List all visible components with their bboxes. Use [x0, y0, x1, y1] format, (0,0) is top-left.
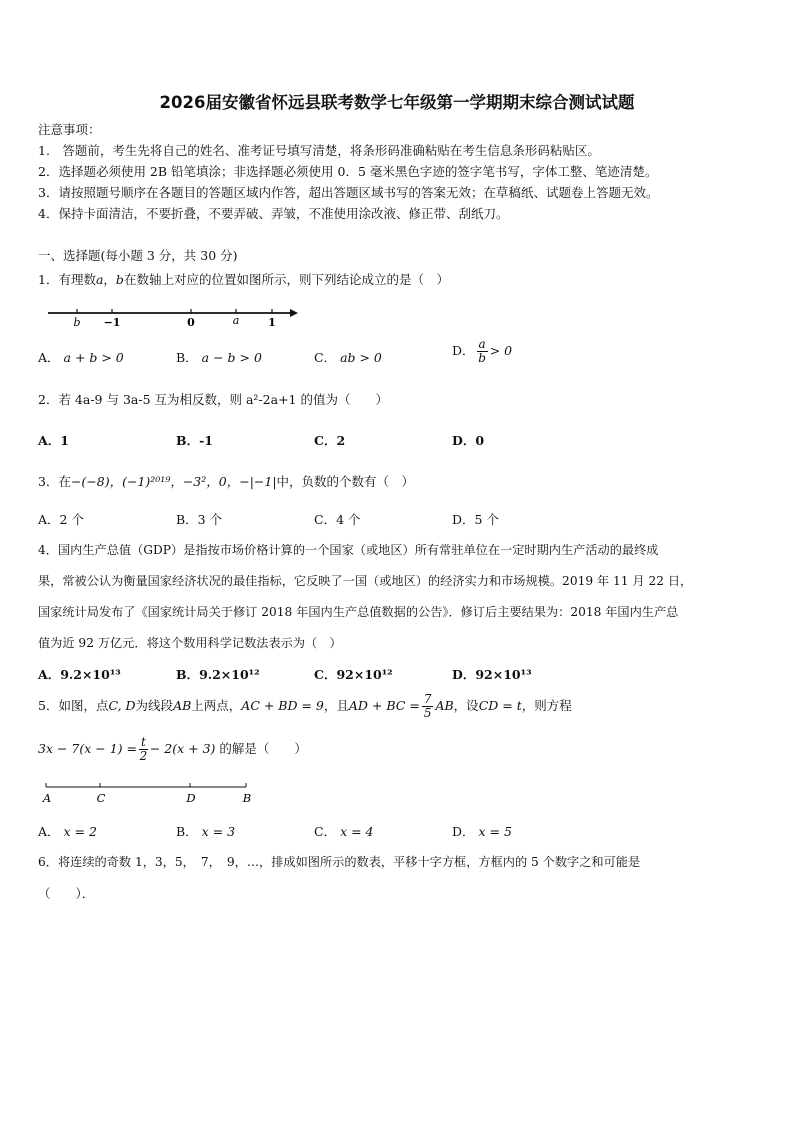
q4-option-a: A．9.2×10¹³	[38, 667, 121, 682]
axis-label-neg1: −1	[103, 316, 121, 329]
point-label-b: B	[242, 791, 252, 805]
point-label-d: D	[186, 791, 196, 805]
q4-option-d: D．92×10¹³	[452, 667, 532, 682]
q3-option-b: B．3 个	[176, 512, 223, 527]
notice-heading: 注意事项：	[38, 122, 101, 137]
axis-label-a: a	[232, 314, 240, 327]
question-2-stem: 2．若 4a-9 与 3a-5 互为相反数，则 a²-2a+1 的值为（ ）	[38, 392, 388, 407]
point-label-a: A	[42, 791, 52, 805]
q2-option-a: A．1	[38, 433, 69, 448]
question-4-line-2: 果，常被公认为衡量国家经济状况的最佳指标，它反映了一国（或地区）的经济实力和市场规模。2019 年 11 月 22 日，	[38, 574, 693, 588]
q4-option-c: C．92×10¹²	[314, 667, 393, 682]
question-1-stem: 1．有理数a，b在数轴上对应的位置如图所示，则下列结论成立的是（ ）	[38, 272, 449, 287]
segment-figure	[40, 779, 260, 809]
question-4-line-1: 4．国内生产总值（GDP）是指按市场价格计算的一个国家（或地区）所有常驻单位在一定时期内生产活动的最终成	[38, 543, 659, 557]
notice-item-1: 1. 答题前，考生先将自己的姓名、准考证号填写清楚，将条形码准确粘贴在考生信息条形码粘贴区。	[38, 143, 600, 158]
q5-option-d: D． x = 5	[452, 824, 512, 839]
question-4-line-3: 国家统计局发布了《国家统计局关于修订 2018 年国内生产总值数据的公告》．修订后主要结果为：2018 年国内生产总	[38, 605, 679, 619]
q3-option-a: A．2 个	[38, 512, 84, 527]
exam-title: 2026届安徽省怀远县联考数学七年级第一学期期末综合测试试题	[159, 93, 635, 112]
question-4-line-4: 值为近 92 万亿元．将这个数用科学记数法表示为（ ）	[38, 636, 342, 650]
q5-option-a: A． x = 2	[38, 824, 97, 839]
notice-item-4: 4．保持卡面清洁，不要折叠，不要弄破、弄皱，不准使用涂改液、修正带、刮纸刀。	[38, 206, 509, 221]
question-3-stem: 3．在−(−8)，(−1)²⁰¹⁹，−3²，0，−|−1|中，负数的个数有（ ）	[38, 474, 415, 489]
axis-label-b: b	[73, 316, 81, 329]
q4-option-b: B．9.2×10¹²	[176, 667, 260, 682]
point-label-c: C	[96, 791, 106, 805]
question-5-equation: 3x − 7(x − 1) = $\frac{t}{2}$ − 2(x + 3) 的解是（ ）	[38, 735, 307, 763]
number-line-figure	[44, 300, 304, 334]
notice-item-2: 2．选择题必须使用 2B 铅笔填涂；非选择题必须使用 0．5 毫米黑色字迹的签字笔书写，字体工整、笔迹清楚。	[38, 164, 658, 179]
q5-option-c: C． x = 4	[314, 824, 374, 839]
q5-option-b: B． x = 3	[176, 824, 236, 839]
q1-option-c: C． ab > 0	[314, 350, 382, 365]
question-5-stem: 5．如图，点C, D为线段AB上两点，AC + BD = 9，且AD + BC = $\frac{7}{5}$ AB，设CD = t，则方程	[38, 692, 572, 720]
notice-item-3: 3．请按照题号顺序在各题目的答题区域内作答，超出答题区域书写的答案无效；在草稿纸、试题卷上答题无效。	[38, 185, 659, 200]
q3-option-c: C．4 个	[314, 512, 361, 527]
q2-option-d: D．0	[452, 433, 485, 448]
question-6-line-1: 6．将连续的奇数 1，3，5， 7， 9，…，排成如图所示的数表，平移十字方框，方框内的 5 个数字之和可能是	[38, 855, 641, 869]
q3-option-d: D．5 个	[452, 512, 499, 527]
q1-option-a: A． a + b > 0	[38, 350, 124, 365]
q2-option-b: B．-1	[176, 433, 213, 448]
q1-option-d: D． $\frac{a}{b}$ > 0	[452, 337, 513, 365]
question-6-line-2: （ ）．	[38, 886, 95, 901]
q2-option-c: C．2	[314, 433, 346, 448]
axis-label-1: 1	[268, 316, 276, 329]
axis-label-0: 0	[187, 316, 195, 329]
section-heading: 一、选择题(每小题 3 分，共 30 分)	[38, 248, 238, 263]
q1-option-b: B． a − b > 0	[176, 350, 262, 365]
